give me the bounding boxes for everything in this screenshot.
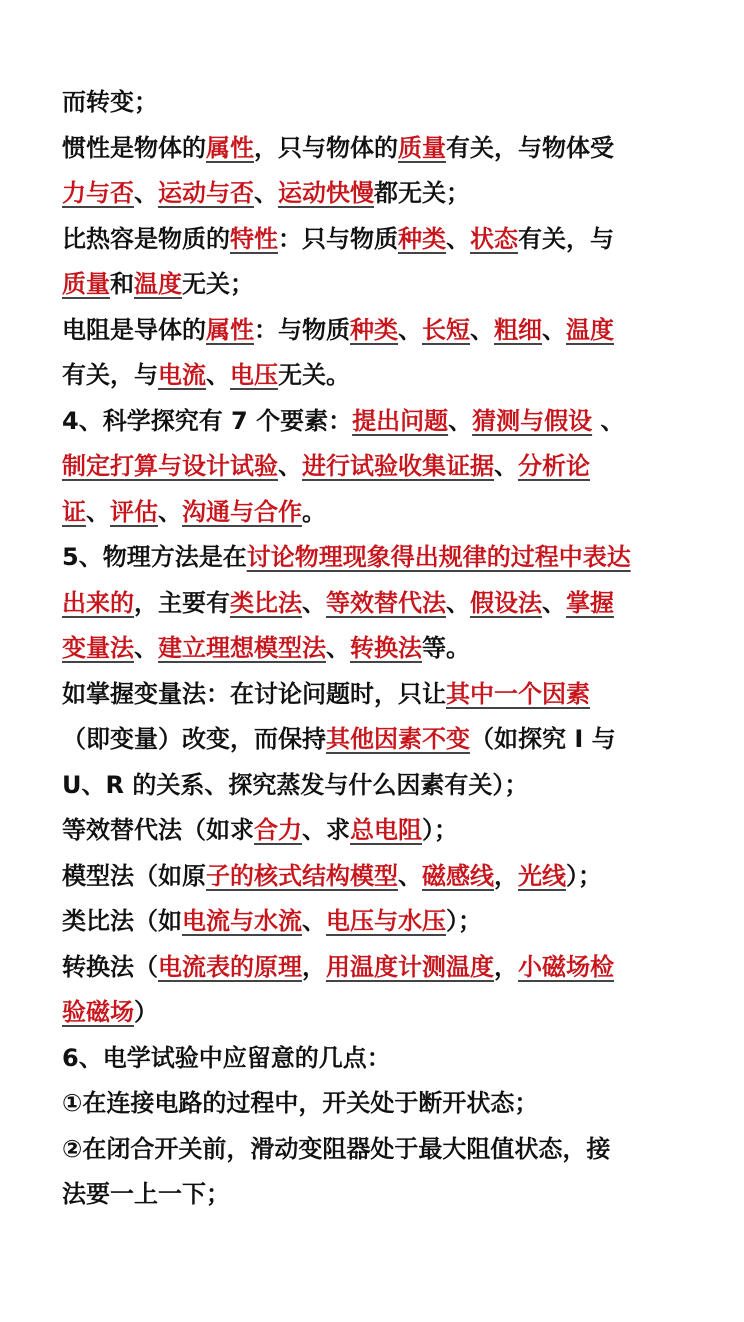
highlighted-term: 猜测与假设 [472,406,593,435]
text-segment: 无关。 [278,361,350,389]
text-segment: 等。 [422,634,470,662]
text-line [62,808,686,854]
highlighted-term: 类比法 [230,588,302,617]
text-line [62,854,686,900]
document-body [62,80,686,1218]
highlighted-term: 属性 [206,315,254,344]
highlighted-term: 子的核式结构模型 [206,861,398,890]
text-segment: 都无关； [374,179,470,207]
text-segment: ：只与物质 [278,224,398,253]
text-segment: 、 [446,224,470,253]
text-line [62,217,686,263]
text-segment: 、 [398,315,422,344]
text-line [62,672,686,718]
highlighted-term: 验磁场 [62,998,134,1026]
text-segment: ）； [422,816,458,844]
highlighted-term: 电压 [230,361,278,389]
text-segment: 、 [254,179,278,207]
highlighted-term: 其他因素不变 [326,725,470,753]
highlighted-term: 电流与水流 [182,907,302,935]
highlighted-term: 电压与水压 [326,907,446,935]
text-segment: ①在连接电路的过程中，开关处于断开状态； [62,1089,539,1117]
highlighted-term: 磁感线 [422,861,494,890]
text-segment: （如探究 I 与 [470,725,616,753]
text-segment: 、 [278,452,302,480]
highlighted-term: 力与否 [62,179,134,207]
highlighted-term: 假设法 [470,588,542,617]
highlighted-term: 出来的 [62,588,134,617]
highlighted-term: 提出问题 [352,406,449,435]
text-segment: 、 [302,907,326,935]
text-line [62,308,686,354]
highlighted-term: 等效替代法 [326,588,446,617]
text-line [62,535,686,581]
text-segment: 、 [134,634,158,662]
highlighted-term: 用温度计测温度 [326,952,494,981]
text-line [62,353,686,399]
text-line [62,126,686,172]
highlighted-term: 其中一个因素 [446,679,590,708]
text-line [62,899,686,945]
text-line [62,1081,686,1127]
text-line [62,1172,686,1218]
highlighted-term: 电流表的原理 [158,952,302,981]
highlighted-term: 总电阻 [350,816,422,844]
highlighted-term: 特性 [230,224,278,253]
text-segment: 电阻是导体的 [62,315,206,344]
text-segment: ） [134,998,158,1026]
text-segment: 4、科学探究有 7 个要素： [62,406,353,435]
text-segment: 有关，与 [62,361,158,389]
text-segment: 法要一上一下； [62,1180,230,1208]
highlighted-term: 建立理想模型法 [158,634,326,662]
text-segment: 无关； [182,270,254,298]
text-line [62,171,686,217]
text-segment: 、 [542,588,566,617]
text-segment: 、 [326,634,350,662]
text-segment: ， [494,861,518,890]
text-segment: 模型法（如原 [62,861,206,890]
text-segment: ）； [566,861,602,890]
text-segment: 比热容是物质的 [62,224,230,253]
text-line [62,262,686,308]
text-segment: 有关，与 [518,224,614,253]
text-segment: 转换法（ [62,952,158,981]
highlighted-term: 证 [62,497,86,526]
highlighted-term: 沟通与合作 [182,497,302,526]
text-segment: 、 [86,497,110,526]
text-segment: 。 [302,497,326,526]
text-line [62,1127,686,1173]
text-segment: 、 [542,315,566,344]
text-segment: ②在闭合开关前，滑动变阻器处于最大阻值状态，接 [62,1134,611,1163]
highlighted-term: 状态 [470,224,518,253]
text-segment: 类比法（如 [62,907,182,935]
text-segment: 如掌握变量法：在讨论问题时，只让 [62,679,446,708]
text-segment: 、 [448,406,473,435]
text-segment: 惯性是物体的 [62,133,206,162]
text-segment: ， [302,952,326,981]
text-segment: 和 [110,270,134,298]
text-segment: 而转变； [62,88,158,116]
highlighted-term: 运动快慢 [278,179,374,207]
text-line [62,581,686,627]
highlighted-term: 电流 [158,361,206,389]
highlighted-term: 种类 [350,315,398,344]
highlighted-term: 种类 [398,224,446,253]
highlighted-term: 进行试验收集证据 [302,452,494,480]
text-line [62,399,686,445]
highlighted-term: 小磁场检 [518,952,614,981]
text-segment: 、 [494,452,518,480]
text-segment: 、 [302,588,326,617]
text-segment: 、 [158,497,182,526]
text-segment: ，只与物体的 [254,133,398,162]
highlighted-term: 转换法 [350,634,422,662]
text-segment: 、 [398,861,422,890]
text-line [62,990,686,1036]
text-segment: ）； [446,907,482,935]
highlighted-term: 讨论物理现象得出规律的过程中表达 [246,543,631,571]
text-segment: 、 [446,588,470,617]
highlighted-term: 运动与否 [158,179,254,207]
highlighted-term: 长短 [422,315,470,344]
text-segment: ，主要有 [134,588,230,617]
highlighted-term: 质量 [398,133,446,162]
text-line [62,490,686,536]
highlighted-term: 合力 [254,816,302,844]
text-segment: 、求 [302,816,350,844]
text-segment: U、R 的关系、探究蒸发与什么因素有关）； [62,770,529,799]
highlighted-term: 属性 [206,133,254,162]
text-segment: 6、电学试验中应留意的几点： [62,1043,391,1072]
text-line [62,763,686,809]
text-line [62,444,686,490]
text-segment: 有关，与物体受 [446,133,614,162]
text-segment: 等效替代法（如求 [62,816,254,844]
highlighted-term: 温度 [566,315,614,344]
text-line [62,626,686,672]
highlighted-term: 变量法 [62,634,134,662]
text-segment: （即变量）改变，而保持 [62,725,326,753]
text-segment: 、 [470,315,494,344]
highlighted-term: 制定打算与设计试验 [62,452,278,480]
highlighted-term: 分析论 [518,452,590,480]
text-line [62,717,686,763]
text-line [62,80,686,126]
highlighted-term: 评估 [110,497,158,526]
text-segment: 、 [592,406,625,435]
text-line [62,945,686,991]
text-segment: ， [494,952,518,981]
text-segment: 、 [206,361,230,389]
text-segment: 、 [134,179,158,207]
highlighted-term: 粗细 [494,315,542,344]
highlighted-term: 质量 [62,270,110,298]
text-segment: ：与物质 [254,315,350,344]
text-line [62,1036,686,1082]
text-segment: 5、物理方法是在 [62,543,247,571]
highlighted-term: 光线 [518,861,566,890]
highlighted-term: 掌握 [566,588,614,617]
highlighted-term: 温度 [134,270,182,298]
